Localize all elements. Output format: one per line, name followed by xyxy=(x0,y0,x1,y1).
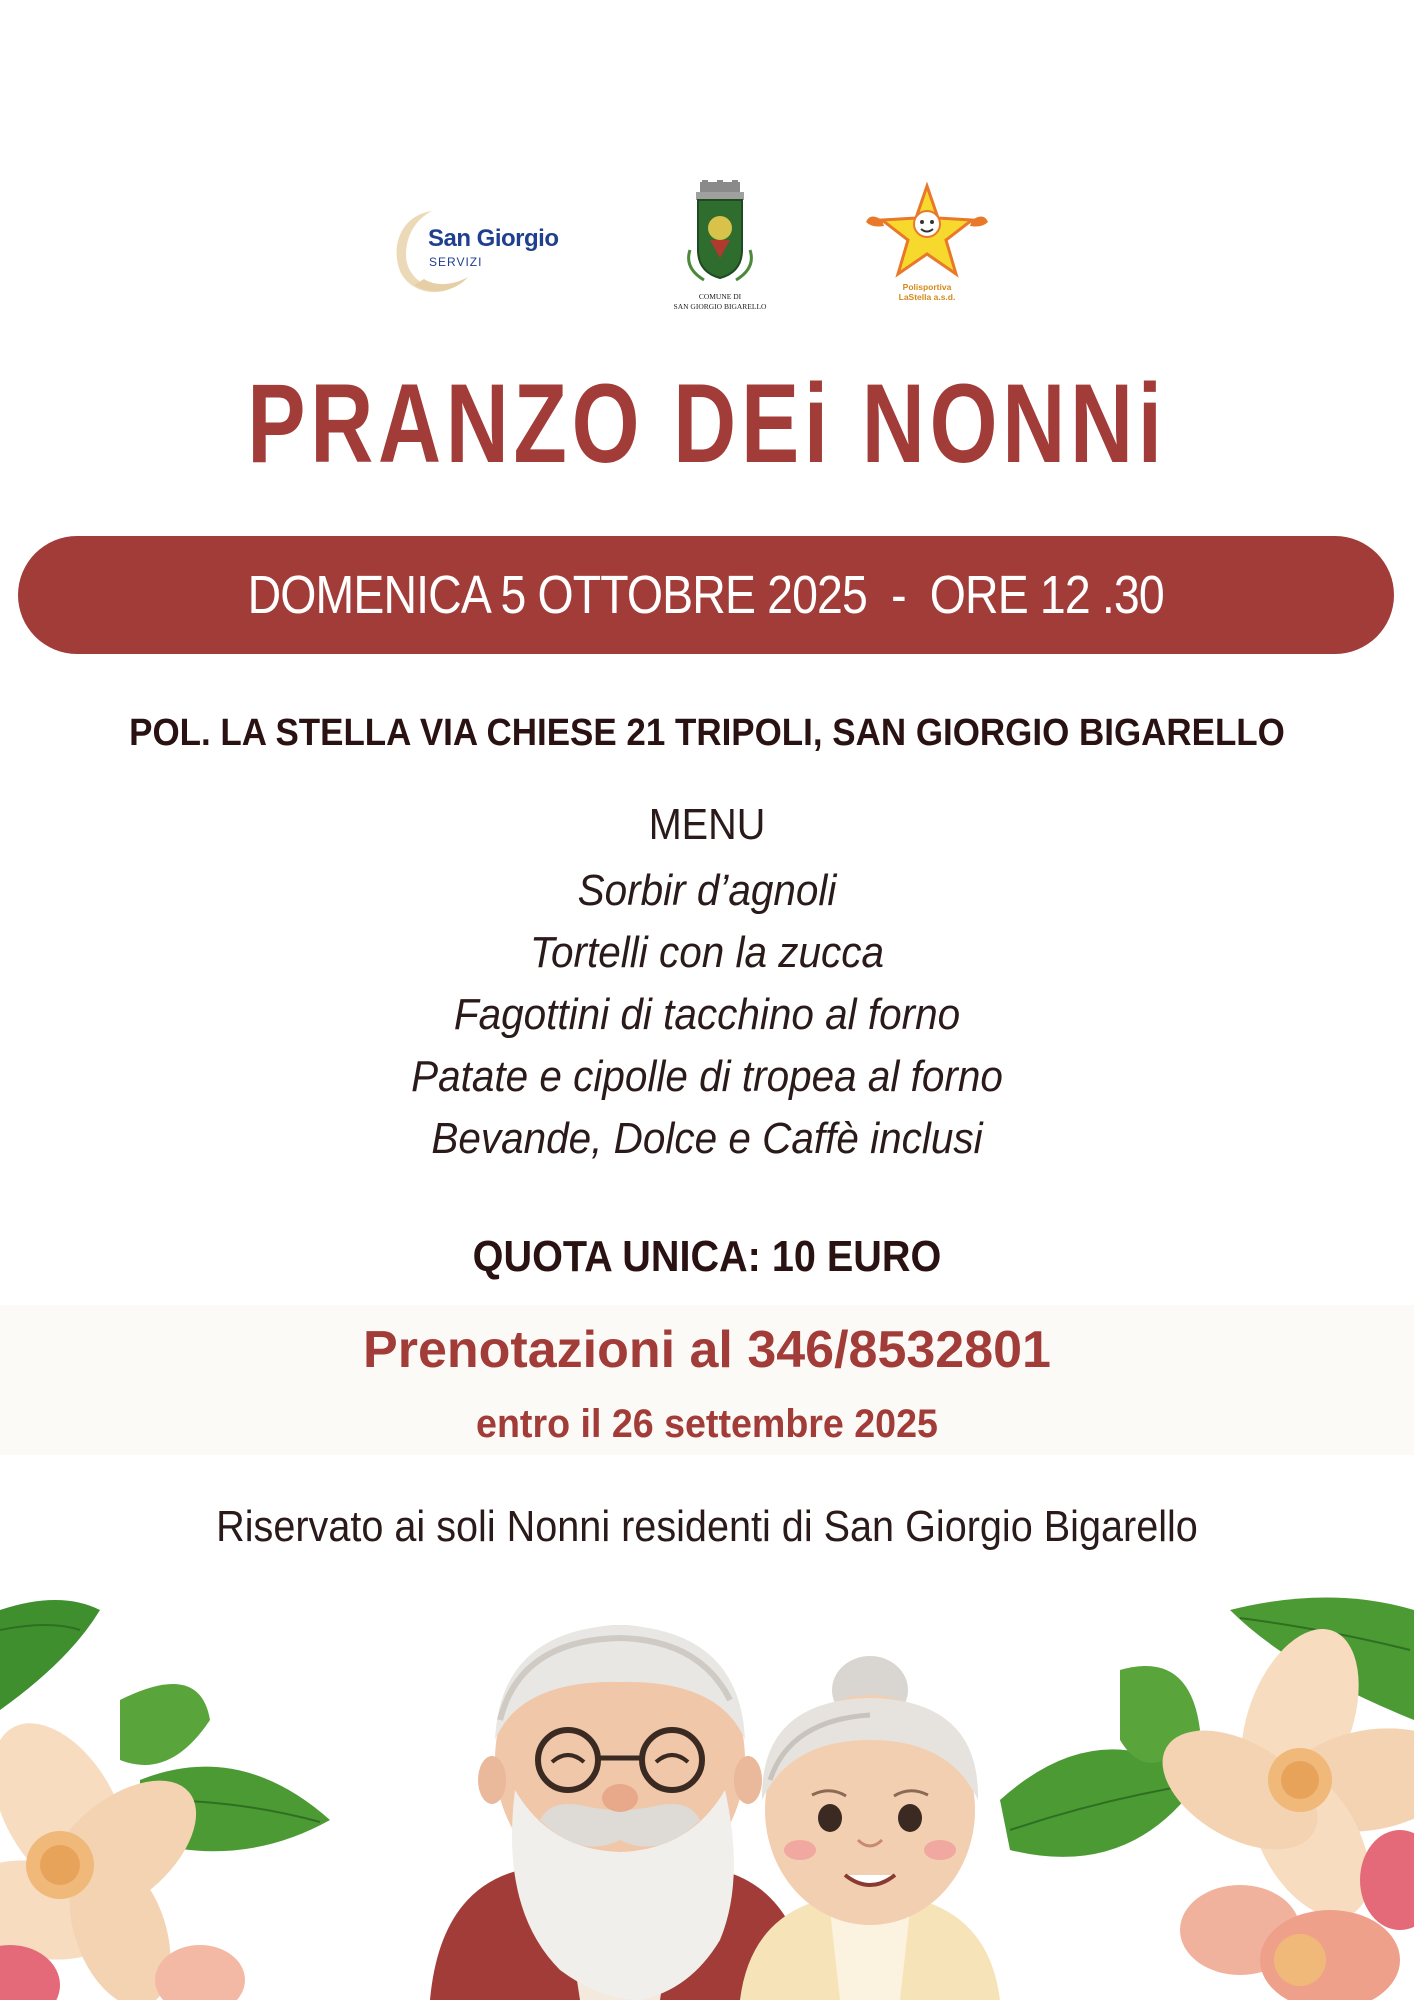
price-quota: QUOTA UNICA: 10 EURO xyxy=(472,1232,942,1281)
page-title: PRANZO DEi NONNi xyxy=(247,361,1167,486)
menu-item: Bevande, Dolce e Caffè inclusi xyxy=(431,1114,983,1163)
menu-item: Fagottini di tacchino al forno xyxy=(453,990,961,1039)
grandpa-figure xyxy=(430,1625,810,2000)
menu-list xyxy=(0,860,1414,1170)
grandparents-illustration xyxy=(0,1590,1414,2000)
flower-decoration-left xyxy=(0,1600,330,2000)
stella-caption-1: Polisportiva xyxy=(902,282,952,292)
booking-phone: Prenotazioni al 346/8532801 xyxy=(363,1321,1051,1379)
stella-caption-2: LaStella a.s.d. xyxy=(898,292,956,302)
comune-logo xyxy=(660,180,780,320)
comune-crest-icon xyxy=(660,180,780,285)
flower-decoration-right xyxy=(1000,1598,1414,2000)
menu-item: Patate e cipolle di tropea al forno xyxy=(411,1052,1003,1101)
menu-heading: MENU xyxy=(648,800,766,849)
event-address: POL. LA STELLA VIA CHIESE 21 TRIPOLI, SAN GIORGIO BIGARELLO xyxy=(129,712,1285,754)
date-banner xyxy=(18,536,1394,654)
comune-caption-2: SAN GIORGIO BIGARELLO xyxy=(673,302,767,311)
polisportiva-logo xyxy=(862,182,992,302)
date-banner-text: DOMENICA 5 OTTOBRE 2025 - ORE 12 .30 xyxy=(247,565,1165,625)
comune-caption-1: COMUNE DI xyxy=(698,292,742,301)
reserved-note: Riservato ai soli Nonni residenti di San Giorgio Bigarello xyxy=(216,1502,1198,1551)
san-giorgio-servizi-logo xyxy=(384,205,584,305)
grandma-figure xyxy=(740,1656,1000,2000)
booking-deadline: entro il 26 settembre 2025 xyxy=(476,1402,938,1446)
polisportiva-star-logo xyxy=(862,182,992,282)
menu-item: Tortelli con la zucca xyxy=(529,928,884,977)
menu-item: Sorbir d’agnoli xyxy=(577,866,837,915)
logo-sub: SERVIZI xyxy=(429,255,483,269)
logo-name: San Giorgio xyxy=(428,225,559,252)
